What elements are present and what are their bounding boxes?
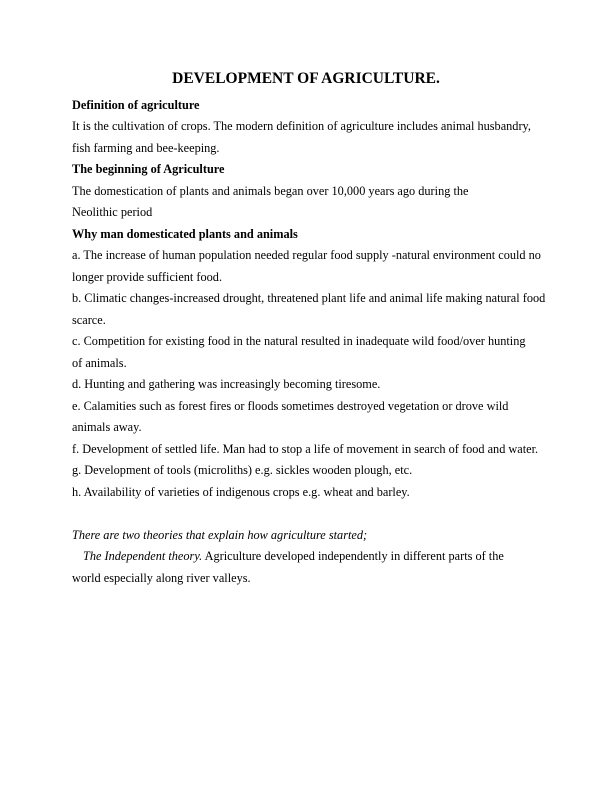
- reason-a-line-1: a. The increase of human population needed regular food supply -natural environment could no: [72, 248, 541, 262]
- definition-line-1: It is the cultivation of crops. The modern definition of agriculture includes animal husbandry,: [72, 119, 531, 133]
- reason-d-line-1: d. Hunting and gathering was increasingly becoming tiresome.: [72, 377, 381, 391]
- independent-theory-rest: Agriculture developed independently in different parts of the: [202, 549, 504, 563]
- beginning-line-2: Neolithic period: [72, 205, 153, 219]
- independent-theory-line-2: world especially along river valleys.: [72, 570, 251, 585]
- reason-a-line-2: longer provide sufficient food.: [72, 269, 223, 284]
- reason-h-line-1: h. Availability of varieties of indigenous crops e.g. wheat and barley.: [72, 484, 410, 499]
- independent-theory-lead: The Independent theory.: [83, 549, 203, 563]
- reason-c-line-2: of animals.: [72, 355, 127, 370]
- reason-b-line-1: b. Climatic changes-increased drought, threatened plant life and animal life making natural food: [72, 291, 546, 305]
- reason-b-line-2: scarce.: [72, 312, 106, 327]
- section-heading-reasons: Why man domesticated plants and animals: [72, 226, 298, 241]
- reason-e-line-1: e. Calamities such as forest fires or floods sometimes destroyed vegetation or drove wild: [72, 398, 509, 413]
- beginning-line-1: The domestication of plants and animals began over 10,000 years ago during the: [72, 183, 469, 198]
- definition-line-2: fish farming and bee-keeping.: [72, 140, 220, 155]
- reason-e-line-2: animals away.: [72, 420, 142, 434]
- section-heading-beginning: The beginning of Agriculture: [72, 162, 225, 176]
- document-content: [72, 68, 548, 589]
- reason-c-line-1: c. Competition for existing food in the natural resulted in inadequate wild food/over hunting: [72, 334, 526, 348]
- page-title: DEVELOPMENT OF AGRICULTURE.: [172, 70, 440, 87]
- theories-intro-line: There are two theories that explain how agriculture started;: [72, 527, 368, 542]
- reason-g-line-1: g. Development of tools (microliths) e.g. sickles wooden plough, etc.: [72, 463, 413, 477]
- section-heading-definition: Definition of agriculture: [72, 97, 200, 112]
- independent-theory-line-1: [72, 546, 548, 568]
- reason-f-line-1: f. Development of settled life. Man had to stop a life of movement in search of food and water.: [72, 441, 539, 456]
